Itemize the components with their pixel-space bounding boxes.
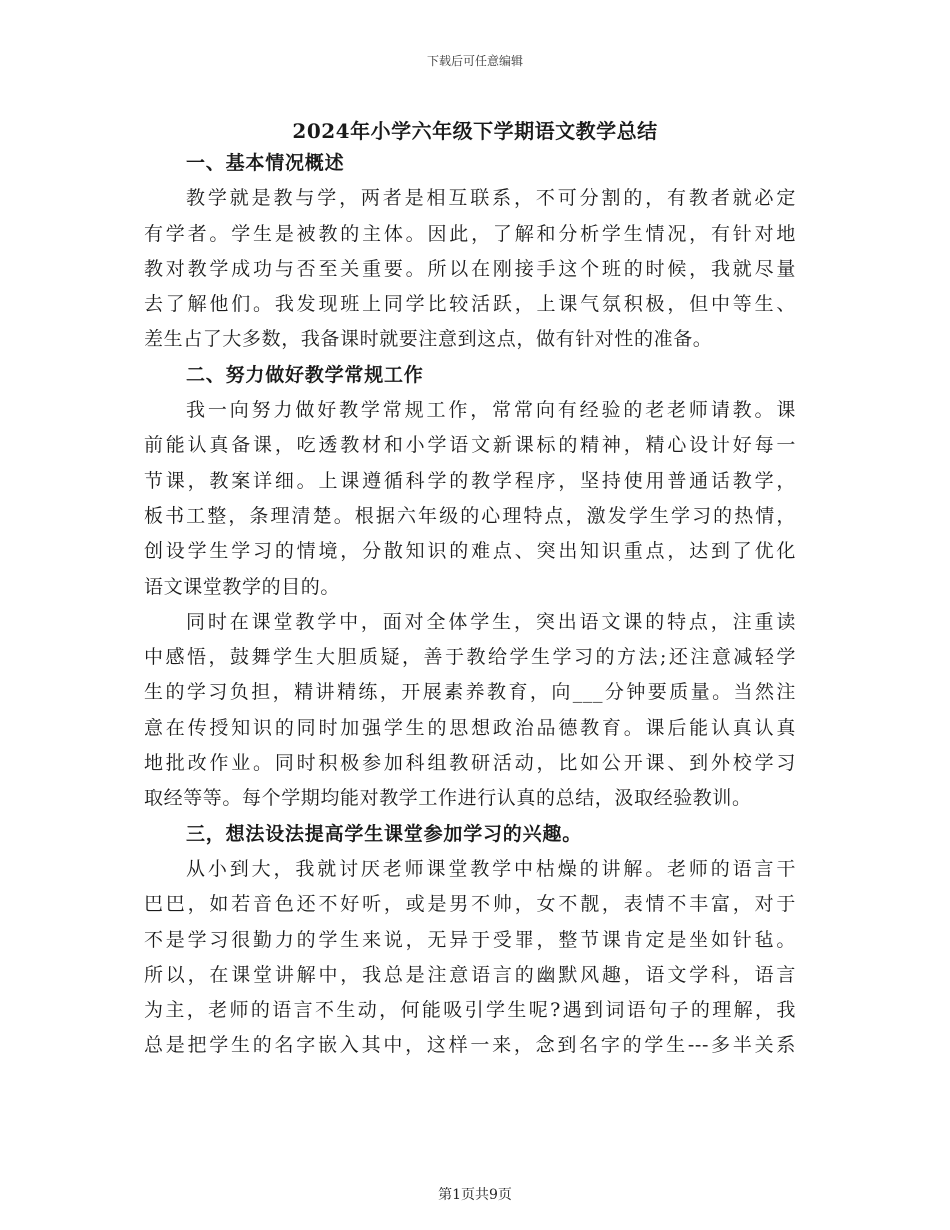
paragraph-line: 创设学生学习的情境，分散知识的难点、突出知识重点，达到了优化 bbox=[144, 540, 796, 563]
section-heading: 二、努力做好教学常规工作 bbox=[186, 363, 424, 386]
paragraph-line: 不是学习很勤力的学生来说，无异于受罪，整节课肯定是坐如针毡。 bbox=[144, 928, 796, 951]
paragraph-line: 所以，在课堂讲解中，我总是注意语言的幽默风趣，语文学科，语言 bbox=[144, 963, 796, 986]
section-heading: 一、基本情况概述 bbox=[186, 152, 345, 174]
page-footer: 第1页共9页 bbox=[438, 1187, 512, 1203]
paragraph-line: 我一向努力做好教学常规工作，常常向有经验的老老师请教。课 bbox=[186, 399, 796, 422]
paragraph-line: 取经等等。每个学期均能对教学工作进行认真的总结，汲取经验教训。 bbox=[144, 787, 752, 810]
paragraph-line: 去了解他们。我发现班上同学比较活跃，上课气氛积极，但中等生、 bbox=[144, 293, 796, 316]
paragraph-line: 意在传授知识的同时加强学生的思想政治品德教育。课后能认真认真 bbox=[144, 716, 796, 739]
paragraph-line: 从小到大，我就讨厌老师课堂教学中枯燥的讲解。老师的语言干 bbox=[186, 857, 796, 880]
paragraph-line: 板书工整，条理清楚。根据六年级的心理特点，激发学生学习的热情， bbox=[144, 504, 796, 527]
page-header-note: 下载后可任意编辑 bbox=[426, 54, 523, 68]
paragraph-line: 有学者。学生是被教的主体。因此，了解和分析学生情况，有针对地 bbox=[144, 222, 796, 245]
paragraph-line: 同时在课堂教学中，面对全体学生，突出语文课的特点，注重读 bbox=[186, 610, 796, 633]
paragraph-line: 节课，教案详细。上课遵循科学的教学程序，坚持使用普通话教学， bbox=[144, 469, 796, 492]
paragraph-line: 巴巴，如若音色还不好听，或是男不帅，女不靓，表情不丰富，对于 bbox=[144, 893, 796, 916]
paragraph-line: 语文课堂教学的目的。 bbox=[144, 575, 341, 598]
paragraph-line: 生的学习负担，精讲精练，开展素养教育，向___分钟要质量。当然注 bbox=[144, 681, 796, 704]
paragraph-line: 中感悟，鼓舞学生大胆质疑，善于教给学生学习的方法;还注意减轻学 bbox=[144, 646, 796, 669]
paragraph-line: 前能认真备课，吃透教材和小学语文新课标的精神，精心设计好每一 bbox=[144, 434, 796, 457]
paragraph-line: 为主，老师的语言不生动，何能吸引学生呢?遇到词语句子的理解，我 bbox=[144, 999, 796, 1022]
document-body bbox=[144, 146, 796, 1064]
paragraph-line: 教学就是教与学，两者是相互联系，不可分割的，有教者就必定 bbox=[186, 187, 796, 210]
paragraph-line: 总是把学生的名字嵌入其中，这样一来，念到名字的学生---多半关系 bbox=[144, 1034, 796, 1057]
document-title: 2024年小学六年级下学期语文教学总结 bbox=[292, 119, 658, 143]
section-heading: 三，想法设法提高学生课堂参加学习的兴趣。 bbox=[186, 822, 583, 845]
paragraph-line: 地批改作业。同时积极参加科组教研活动，比如公开课、到外校学习 bbox=[144, 752, 796, 775]
paragraph-line: 教对教学成功与否至关重要。所以在刚接手这个班的时候，我就尽量 bbox=[144, 257, 796, 280]
paragraph-line: 差生占了大多数，我备课时就要注意到这点，做有针对性的准备。 bbox=[144, 328, 713, 351]
